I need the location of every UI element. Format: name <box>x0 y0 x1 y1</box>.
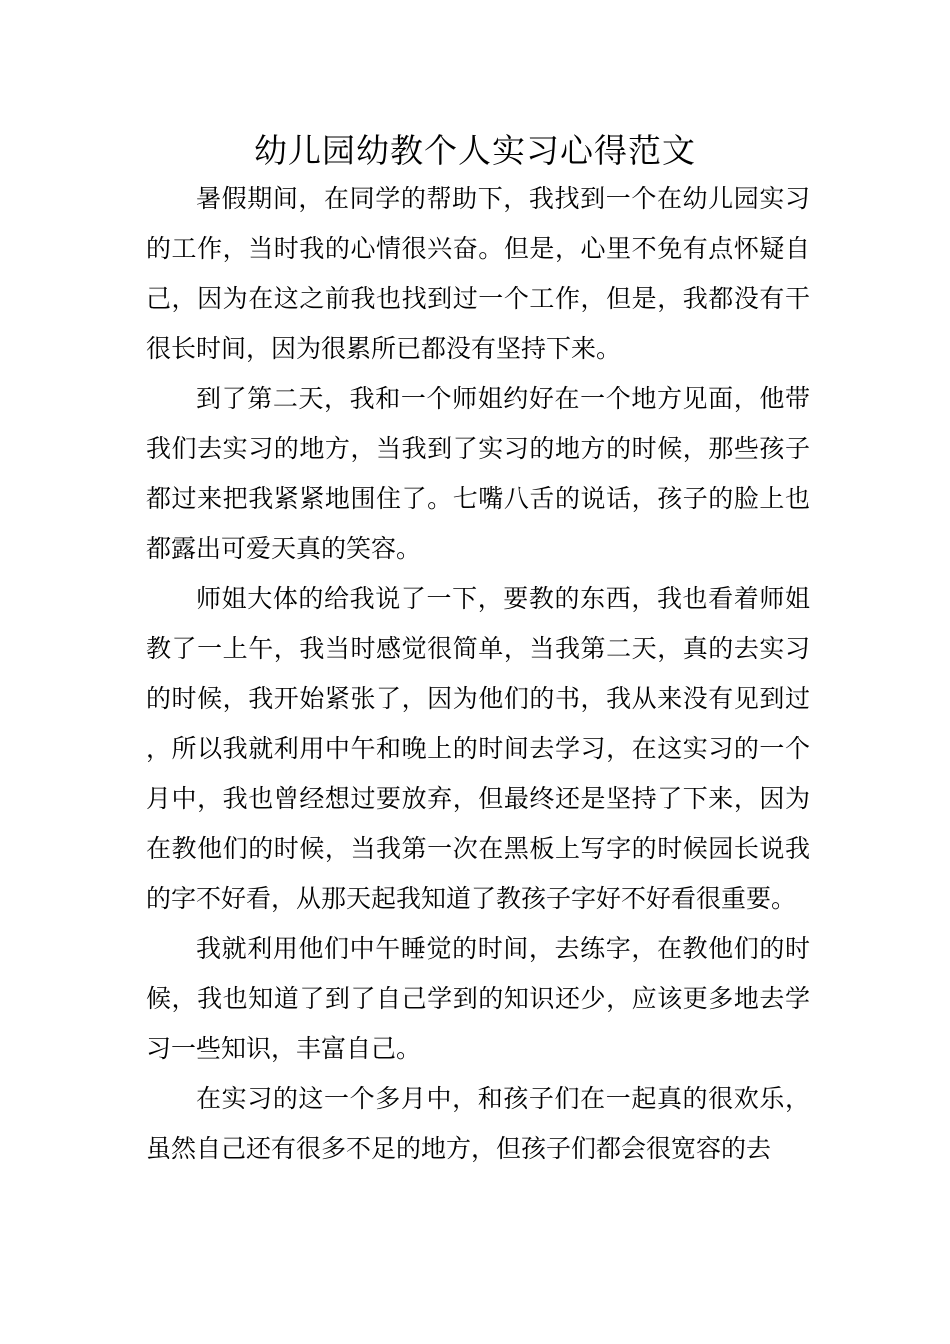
document-body <box>146 174 810 1174</box>
paragraph-3: 师姐大体的给我说了一下，要教的东西，我也看着师姐教了一上午，我当时感觉很简单，当我第二天，真的去实习的时候，我开始紧张了，因为他们的书，我从来没有见到过，所以我就利用中午和晚上的时间去学习，在这实习的一个月中，我也曾经想过要放弃，但最终还是坚持了下来，因为在教他们的时候，当我第一次在黑板上写字的时候园长说我的字不好看，从那天起我知道了教孩子字好不好看很重要。 <box>146 584 810 913</box>
paragraph-2: 到了第二天，我和一个师姐约好在一个地方见面，他带我们去实习的地方，当我到了实习的地方的时候，那些孩子都过来把我紧紧地围住了。七嘴八舌的说话，孩子的脸上也都露出可爱天真的笑容。 <box>146 384 810 563</box>
paragraph-4: 我就利用他们中午睡觉的时间，去练字，在教他们的时候，我也知道了到了自己学到的知识还少，应该更多地去学习一些知识，丰富自己。 <box>146 934 810 1063</box>
paragraph-1: 暑假期间，在同学的帮助下，我找到一个在幼儿园实习的工作，当时我的心情很兴奋。但是，心里不免有点怀疑自己，因为在这之前我也找到过一个工作，但是，我都没有干很长时间，因为很累所已都没有坚持下来。 <box>146 184 810 363</box>
paragraph-5: 在实习的这一个多月中，和孩子们在一起真的很欢乐，虽然自己还有很多不足的地方，但孩子们都会很宽容的去 <box>146 1084 810 1163</box>
document-title: 幼儿园幼教个人实习心得范文 <box>254 131 696 170</box>
